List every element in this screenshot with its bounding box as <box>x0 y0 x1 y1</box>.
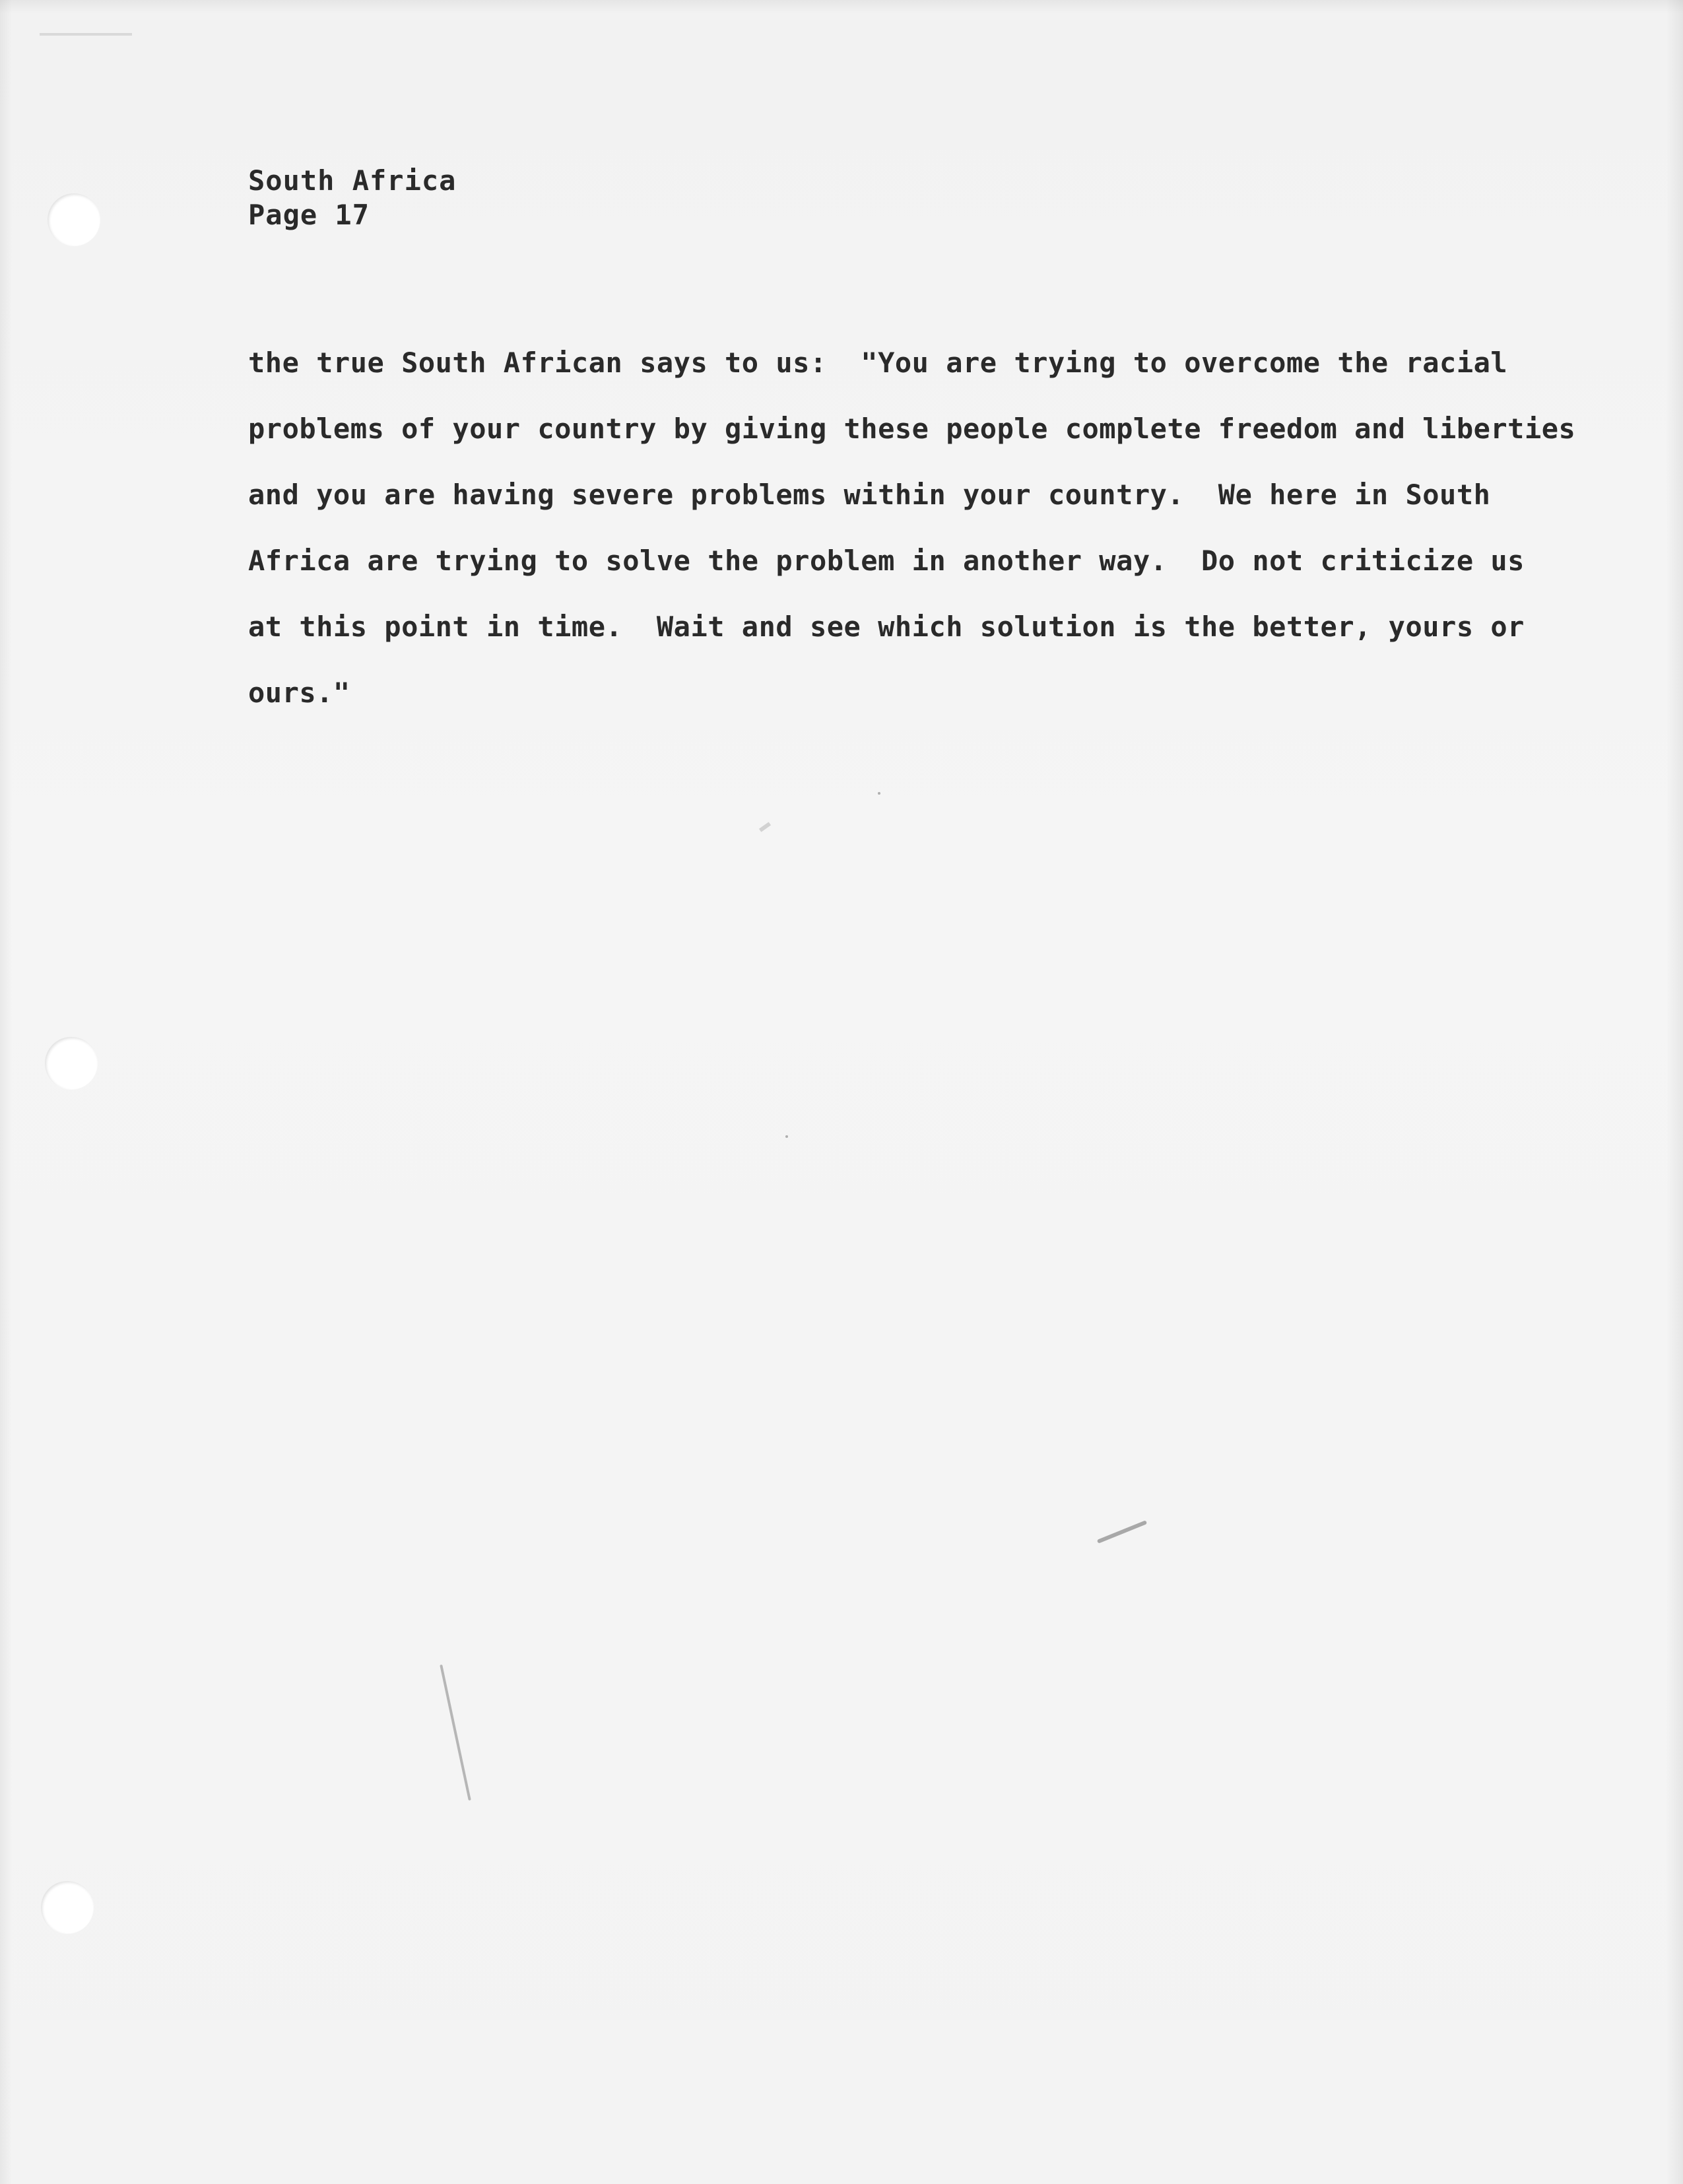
scan-speck <box>878 792 880 795</box>
punch-hole-top <box>48 193 100 246</box>
page-header <box>248 164 456 232</box>
scan-speck <box>759 822 771 832</box>
body-line: at this point in time. Wait and see which solution is the better, yours or <box>248 611 1525 643</box>
pencil-stroke <box>440 1665 471 1801</box>
punch-hole-bottom <box>41 1881 94 1934</box>
punch-hole-middle <box>45 1037 98 1090</box>
header-page-number: Page 17 <box>248 199 370 231</box>
ink-smudge <box>1097 1520 1147 1544</box>
paper-edge-top <box>0 0 1683 13</box>
scan-speck <box>785 1135 788 1138</box>
body-line: ours." <box>248 677 350 709</box>
header-title: South Africa <box>248 164 457 197</box>
paper-edge-left <box>0 0 12 2184</box>
body-paragraph <box>248 330 1576 726</box>
body-line: problems of your country by giving these people complete freedom and liberties <box>248 413 1576 445</box>
body-line: Africa are trying to solve the problem in another way. Do not criticize us <box>248 545 1525 577</box>
body-line: and you are having severe problems within your country. We here in South <box>248 479 1491 511</box>
body-line: the true South African says to us: "You are trying to overcome the racial <box>248 347 1508 379</box>
paper-edge-right <box>1666 0 1683 2184</box>
scan-speck <box>40 33 132 36</box>
